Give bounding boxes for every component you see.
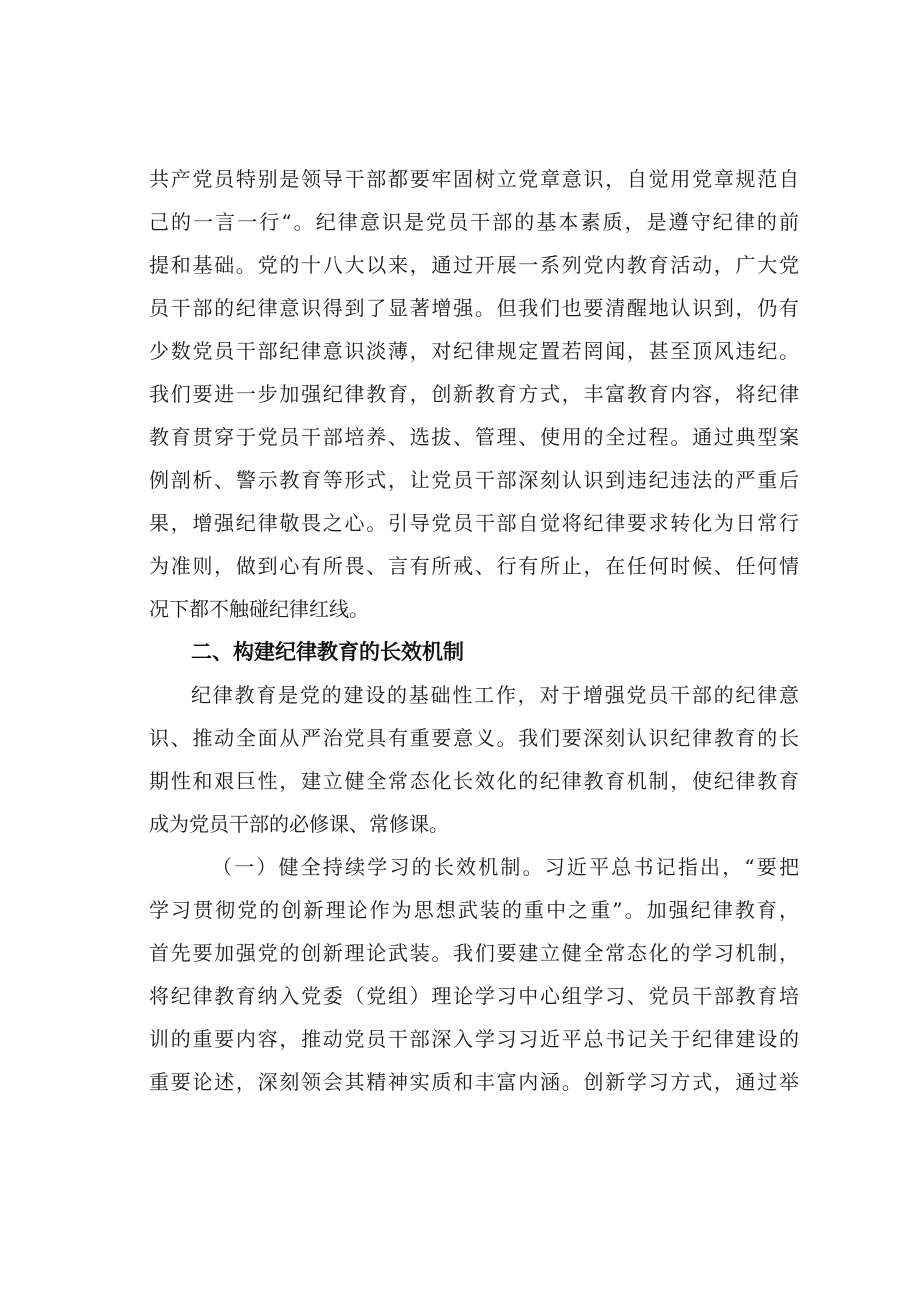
paragraph-line: 训的重要内容，推动党员干部深入学习习近平总书记关于纪律建设的 [149, 1027, 799, 1051]
paragraph-line: 期性和艰巨性，建立健全常态化长效化的纪律教育机制，使纪律教育 [149, 769, 799, 793]
paragraph-line: 将纪律教育纳入党委（党组）理论学习中心组学习、党员干部教育培 [149, 984, 799, 1008]
paragraph-line: 教育贯穿于党员干部培养、选拔、管理、使用的全过程。通过典型案 [149, 425, 799, 449]
paragraph-line: 首先要加强党的创新理论武装。我们要建立健全常态化的学习机制， [149, 941, 799, 965]
paragraph-line: 为准则，做到心有所畏、言有所戒、行有所止，在任何时候、任何情 [149, 554, 799, 578]
paragraph-line: 果，增强纪律敬畏之心。引导党员干部自觉将纪律要求转化为日常行 [149, 511, 799, 535]
paragraph-line: 识、推动全面从严治党具有重要意义。我们要深刻认识纪律教育的长 [149, 726, 799, 750]
paragraph-line: （一）健全持续学习的长效机制。习近平总书记指出，“要把 [212, 855, 799, 879]
paragraph-line: 例剖析、警示教育等形式，让党员干部深刻认识到违纪违法的严重后 [149, 468, 799, 492]
paragraph-line: 况下都不触碰纪律红线。 [149, 597, 369, 621]
paragraph-line: 纪律教育是党的建设的基础性工作，对于增强党员干部的纪律意 [191, 683, 799, 707]
paragraph-line: 我们要进一步加强纪律教育，创新教育方式，丰富教育内容，将纪律 [149, 382, 799, 406]
paragraph-line: 重要论述，深刻领会其精神实质和丰富内涵。创新学习方式，通过举 [149, 1070, 799, 1094]
section-heading: 二、构建纪律教育的长效机制 [191, 640, 464, 664]
paragraph-line: 学习贯彻党的创新理论作为思想武装的重中之重”。加强纪律教育， [149, 898, 799, 922]
paragraph-line: 成为党员干部的必修课、常修课。 [149, 812, 449, 836]
paragraph-line: 少数党员干部纪律意识淡薄，对纪律规定置若罔闻，甚至顶风违纪。 [149, 339, 799, 363]
paragraph-line: 共产党员特别是领导干部都要牢固树立党章意识，自觉用党章规范自 [149, 167, 799, 191]
paragraph-line: 提和基础。党的十八大以来，通过开展一系列党内教育活动，广大党 [149, 253, 799, 277]
paragraph-line: 己的一言一行“。纪律意识是党员干部的基本素质，是遵守纪律的前 [149, 210, 799, 234]
paragraph-line: 员干部的纪律意识得到了显著增强。但我们也要清醒地认识到，仍有 [149, 296, 799, 320]
document-body [149, 158, 799, 1104]
